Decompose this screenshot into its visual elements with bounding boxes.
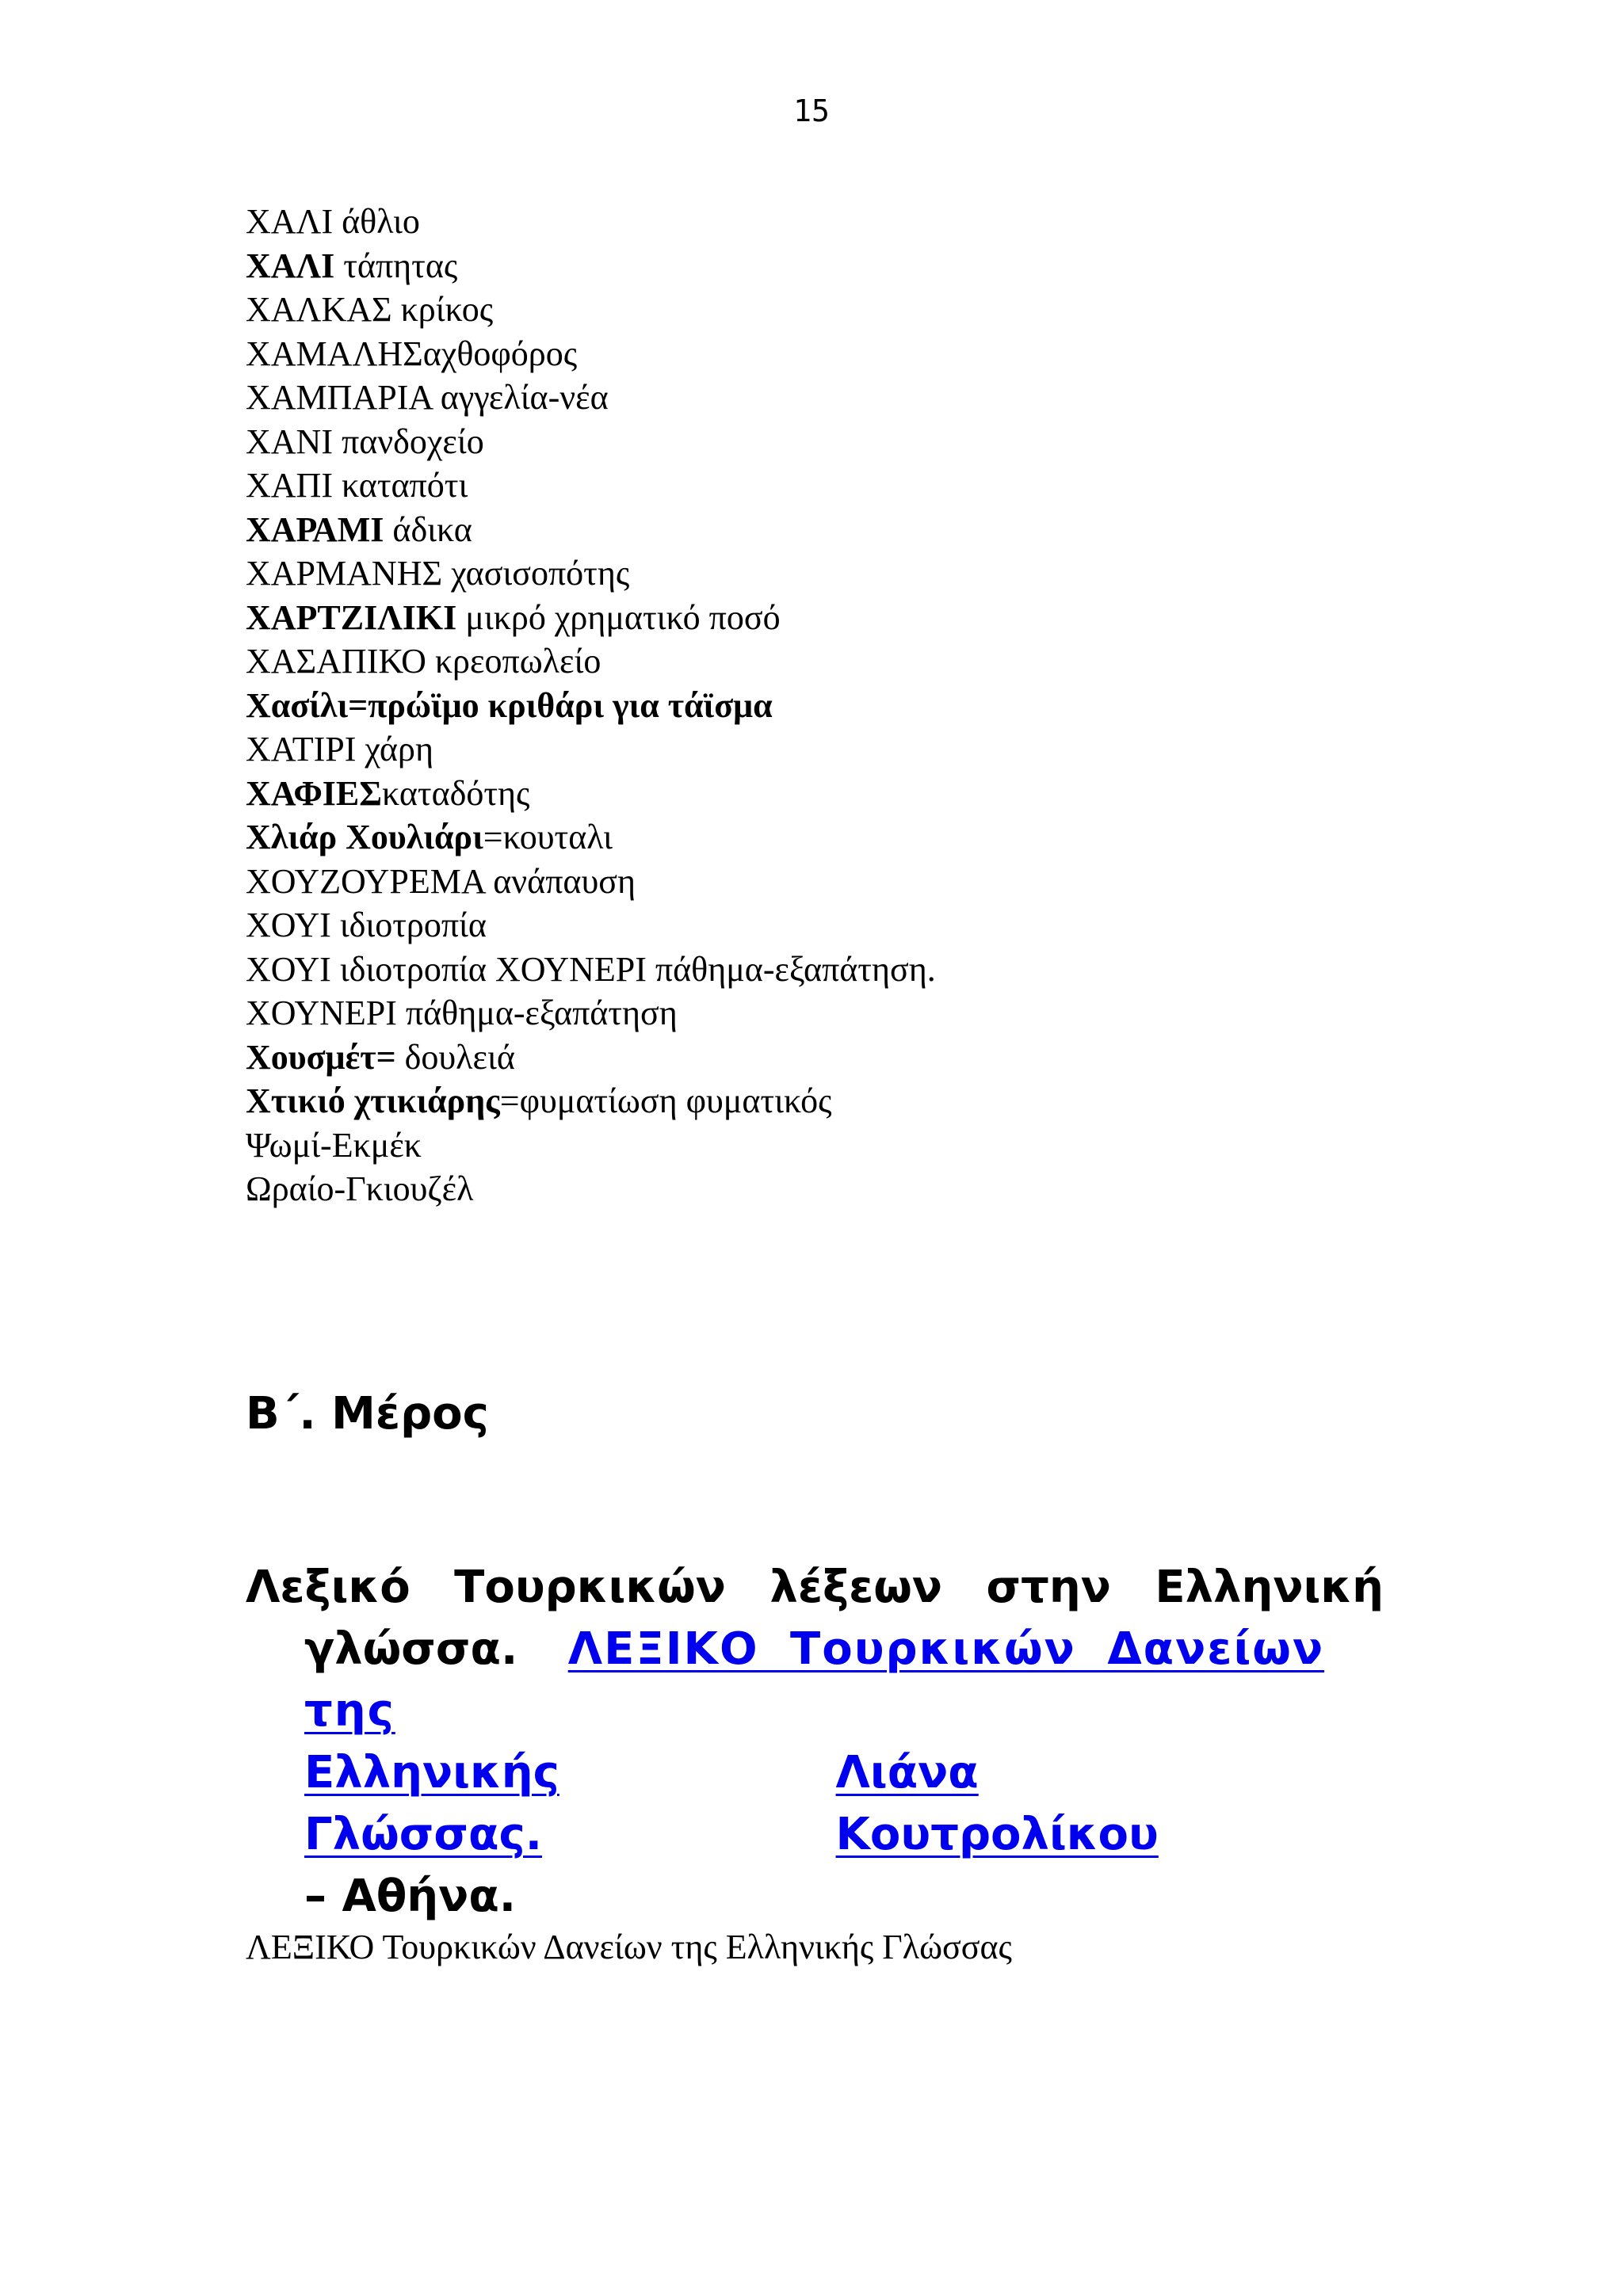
glossary-entry [246, 860, 1434, 904]
entry-text: ΧΑΜΠΑΡΙΑ αγγελία-νέα [246, 378, 609, 417]
glossary-entry [246, 1123, 1434, 1168]
glossary-entry [246, 639, 1434, 684]
entry-term: Χουσμέτ= [246, 1037, 396, 1077]
glossary-entry [246, 551, 1434, 596]
entry-text: δουλειά [395, 1037, 515, 1077]
entry-text: Ψωμί-Εκμέκ [246, 1125, 422, 1165]
entry-term: Χτικιό χτικιάρης [246, 1081, 500, 1120]
glossary-entry [246, 596, 1434, 640]
entry-text: καταδότης [382, 773, 530, 813]
entry-text: =φυματίωση φυματικός [499, 1081, 832, 1120]
glossary-entry [246, 948, 1434, 992]
title-word: στην [986, 1562, 1111, 1613]
footer-text: ΛΕΞΙΚΟ Τουρκικών Δανείων της Ελληνικής Γλώσσας [246, 1928, 1012, 1966]
entry-text: ΧΑΡΜΑΝΗΣ χασισοπότης [246, 554, 630, 593]
entry-text: ΧΑΤΙΡΙ χάρη [246, 730, 433, 769]
glossary-entry [246, 815, 1434, 860]
glossary-entry [246, 1035, 1434, 1080]
entry-text: ΧΑΠΙ καταπότι [246, 466, 468, 505]
title-word: Τουρκικών [454, 1562, 726, 1613]
entry-text: ΧΑΛΙ άθλιο [246, 202, 420, 241]
dictionary-title [246, 1557, 1384, 1928]
entry-text: ΧΟΥΙ ιδιοτροπία ΧΟΥΝΕΡΙ πάθημα-εξαπάτηση. [246, 949, 936, 989]
dictionary-link[interactable]: ΛΕΞΙΚΟ Τουρκικών Δανείων της [304, 1623, 1325, 1737]
glossary-entry [246, 244, 1434, 288]
glossary-entry [246, 376, 1434, 420]
entry-text: τάπητας [334, 246, 458, 285]
glossary-entry [246, 288, 1434, 332]
dictionary-link-continued[interactable]: Ελληνικής Γλώσσας. [304, 1747, 559, 1860]
title-word: λέξεων [769, 1562, 943, 1613]
entry-term: Χασίλι=πρώϊμο κριθάρι για τάϊσμα [246, 685, 773, 725]
entry-text: ΧΑΝΙ πανδοχείο [246, 421, 484, 461]
title-line-3 [246, 1742, 1366, 1866]
page-number: 15 [793, 93, 830, 128]
glossary-entry [246, 508, 1434, 552]
entry-text: ΧΑΜΑΛΗΣαχθοφόρος [246, 334, 578, 373]
glossary-entry [246, 1167, 1434, 1211]
entry-term: Χλιάρ Χουλιάρι [246, 818, 483, 856]
entry-text: =κουταλι [483, 818, 613, 856]
entry-text: άδικα [384, 509, 472, 549]
author-link[interactable]: Λιάνα Κουτρολίκου [835, 1747, 1159, 1860]
glossary-entry [246, 200, 1434, 244]
entry-text: μικρό χρηματικό ποσό [456, 597, 781, 637]
entry-term: ΧΑΛΙ [246, 246, 335, 285]
glossary-entry [246, 684, 1434, 728]
glossary-entry [246, 903, 1434, 948]
title-line-1 [246, 1557, 1384, 1619]
entry-term: ΧΑΡΑΜΙ [246, 509, 384, 549]
title-lead-word: γλώσσα. [304, 1623, 518, 1675]
glossary-entry [246, 420, 1434, 464]
glossary-list [246, 200, 1434, 1211]
entry-text: ΧΑΛΚΑΣ κρίκος [246, 290, 494, 329]
glossary-entry [246, 1079, 1434, 1123]
title-word: Λεξικό [246, 1562, 411, 1613]
glossary-entry [246, 332, 1434, 376]
glossary-entry [246, 991, 1434, 1035]
entry-term: ΧΑΦΙΕΣ [246, 773, 383, 813]
entry-text: ΧΟΥΖΟΥΡΕΜΑ ανάπαυση [246, 861, 636, 901]
entry-text: ΧΑΣΑΠΙΚΟ κρεοπωλείο [246, 642, 601, 681]
section-heading: Β΄. Μέρος [246, 1388, 489, 1440]
glossary-entry [246, 463, 1434, 508]
entry-text: ΧΟΥΙ ιδιοτροπία [246, 906, 487, 944]
entry-text: ΧΟΥΝΕΡΙ πάθημα-εξαπάτηση [246, 994, 678, 1032]
title-line-2 [246, 1619, 1384, 1742]
glossary-entry [246, 727, 1434, 772]
title-word: Ελληνική [1155, 1562, 1384, 1613]
entry-term: ΧΑΡΤΖΙΛΙΚΙ [246, 597, 457, 637]
title-line-4: – Αθήνα. [304, 1871, 517, 1922]
entry-text: Ωραίο-Γκιουζέλ [246, 1169, 474, 1208]
glossary-entry [246, 772, 1434, 816]
